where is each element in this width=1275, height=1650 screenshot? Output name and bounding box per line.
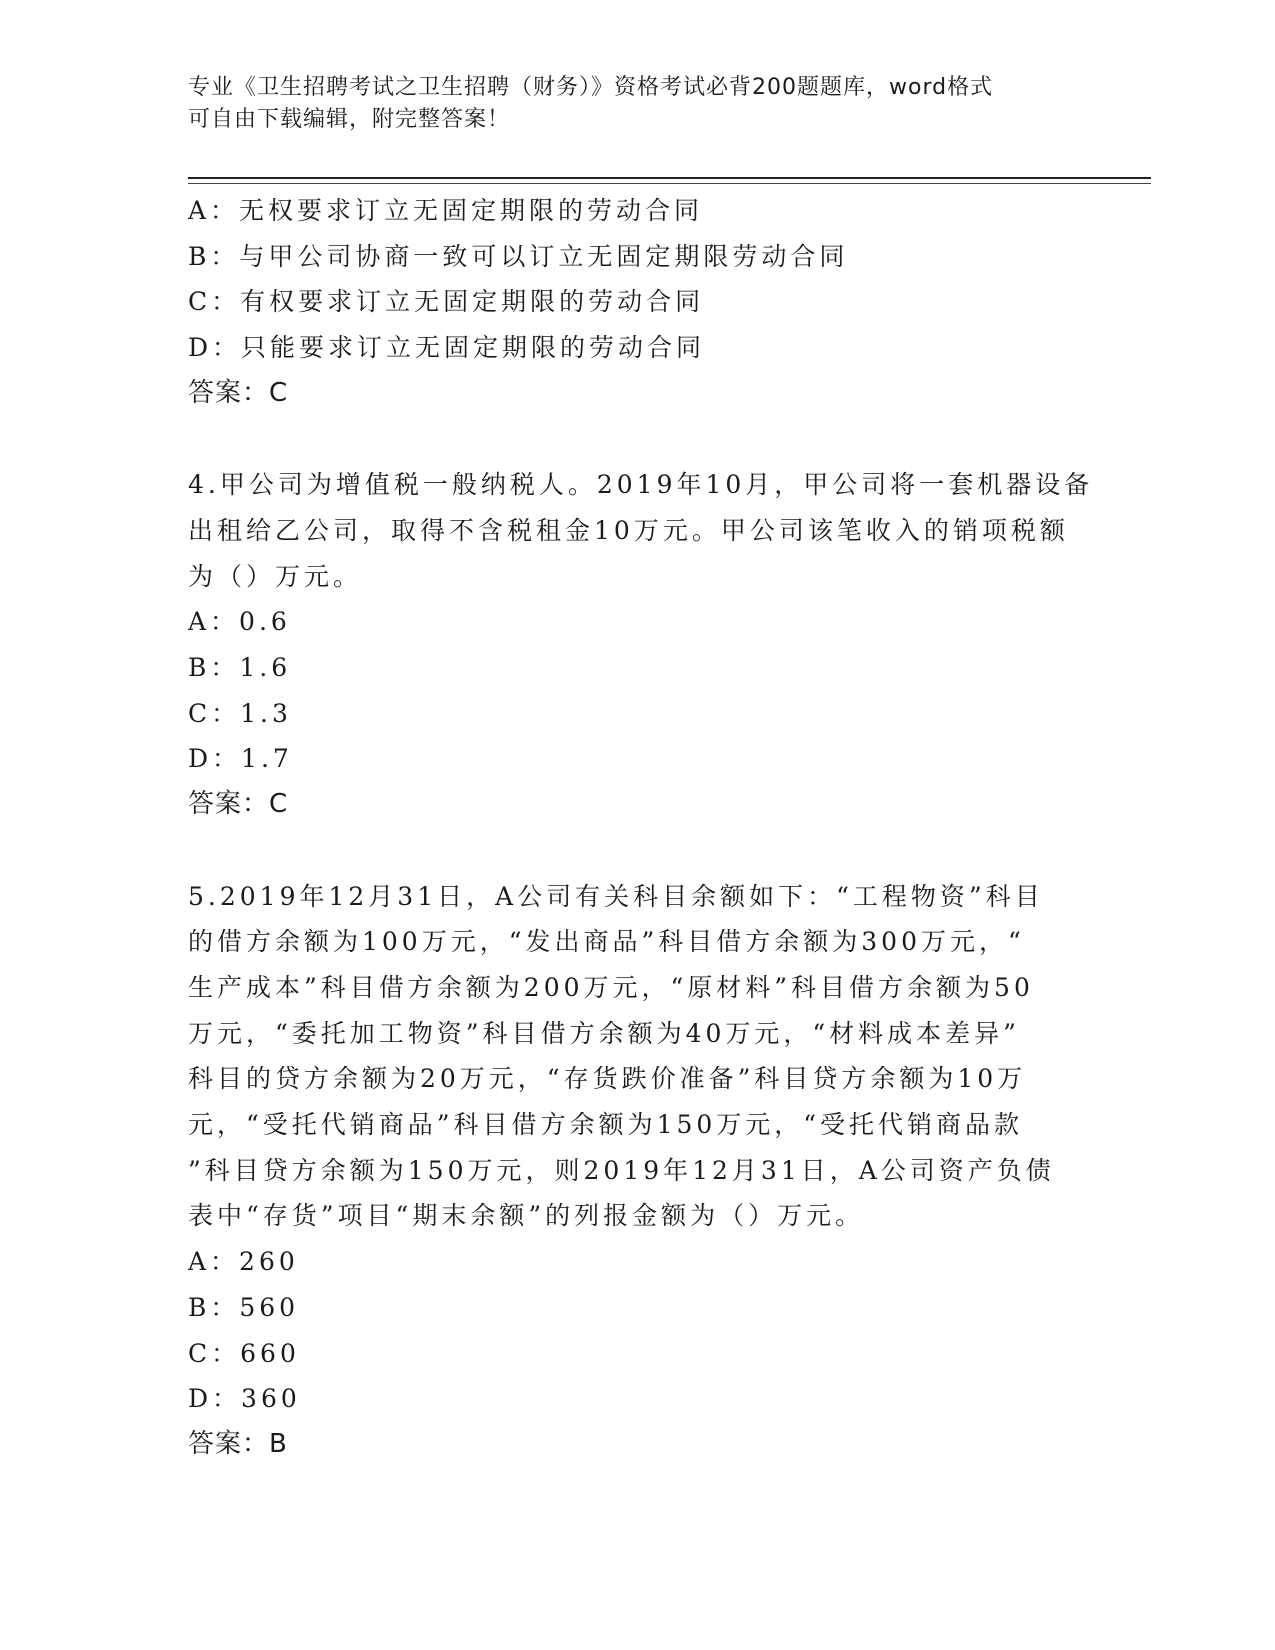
q4-option-c: C：1.3 (188, 698, 292, 728)
question-list (188, 188, 1094, 1468)
q5-stem-line: 的借方余额为100万元，“发出商品”科目借方余额为300万元，“ (188, 927, 1025, 957)
header-divider-thin (188, 183, 1151, 184)
q4-answer: 答案：C (188, 789, 289, 820)
q3-option-a: A：无权要求订立无固定期限的劳动合同 (188, 196, 704, 225)
q5-stem-line: 元，“受托代销商品”科目借方余额为150万元，“受托代销商品款 (188, 1110, 1024, 1140)
q5-stem-line: ”科目贷方余额为150万元，则2019年12月31日，A公司资产负债 (188, 1155, 1055, 1185)
q3-answer: 答案：C (188, 377, 289, 408)
q3-option-b: B：与甲公司协商一致可以订立无固定期限劳动合同 (188, 241, 849, 271)
q5-option-d: D：360 (188, 1384, 301, 1414)
q4-stem (188, 462, 1094, 599)
q5-stem-line: 万元，“委托加工物资”科目借方余额为40万元，“材料成本差异” (188, 1018, 1020, 1048)
q4-stem-line: 出租给乙公司，取得不含税租金10万元。甲公司该笔收入的销项税额 (188, 515, 1069, 545)
header-line-2: 可自由下载编辑，附完整答案！ (188, 107, 511, 132)
q4-option-b: B：1.6 (188, 653, 292, 683)
q3-option-c: C：有权要求订立无固定期限的劳动合同 (188, 287, 705, 317)
question-4 (188, 462, 1094, 828)
q3-option-d: D：只能要求订立无固定期限的劳动合同 (188, 333, 706, 363)
q5-stem (188, 874, 1068, 1240)
document-header (188, 72, 1068, 136)
question-spacer (188, 828, 1088, 874)
q5-stem-line: 表中“存货”项目“期末余额”的列报金额为（）万元。 (188, 1201, 865, 1231)
q4-option-d: D：1.7 (188, 744, 293, 774)
q5-stem-line: 科目的贷方余额为20万元，“存货跌价准备”科目贷方余额为10万 (188, 1064, 1027, 1094)
question-spacer (188, 417, 1088, 463)
q5-answer: 答案：B (188, 1428, 288, 1459)
q4-option-a: A：0.6 (188, 607, 291, 637)
question-5 (188, 874, 1088, 1468)
header-divider-thick (188, 177, 1151, 179)
q5-option-c: C：660 (188, 1338, 300, 1368)
q5-stem-line: 5.2019年12月31日，A公司有关科目余额如下：“工程物资”科目 (188, 881, 1044, 911)
question-3 (188, 188, 1088, 417)
q5-option-a: A：260 (188, 1247, 299, 1277)
q4-stem-line: 4.甲公司为增值税一般纳税人。2019年10月，甲公司将一套机器设备 (188, 470, 1094, 500)
header-line-1: 专业《卫生招聘考试之卫生招聘（财务）》资格考试必背200题题库，word格式 (188, 75, 994, 100)
q5-option-b: B：560 (188, 1292, 300, 1322)
q4-stem-line: 为（）万元。 (188, 561, 363, 591)
q5-stem-line: 生产成本”科目借方余额为200万元，“原材料”科目借方余额为50 (188, 972, 1034, 1002)
